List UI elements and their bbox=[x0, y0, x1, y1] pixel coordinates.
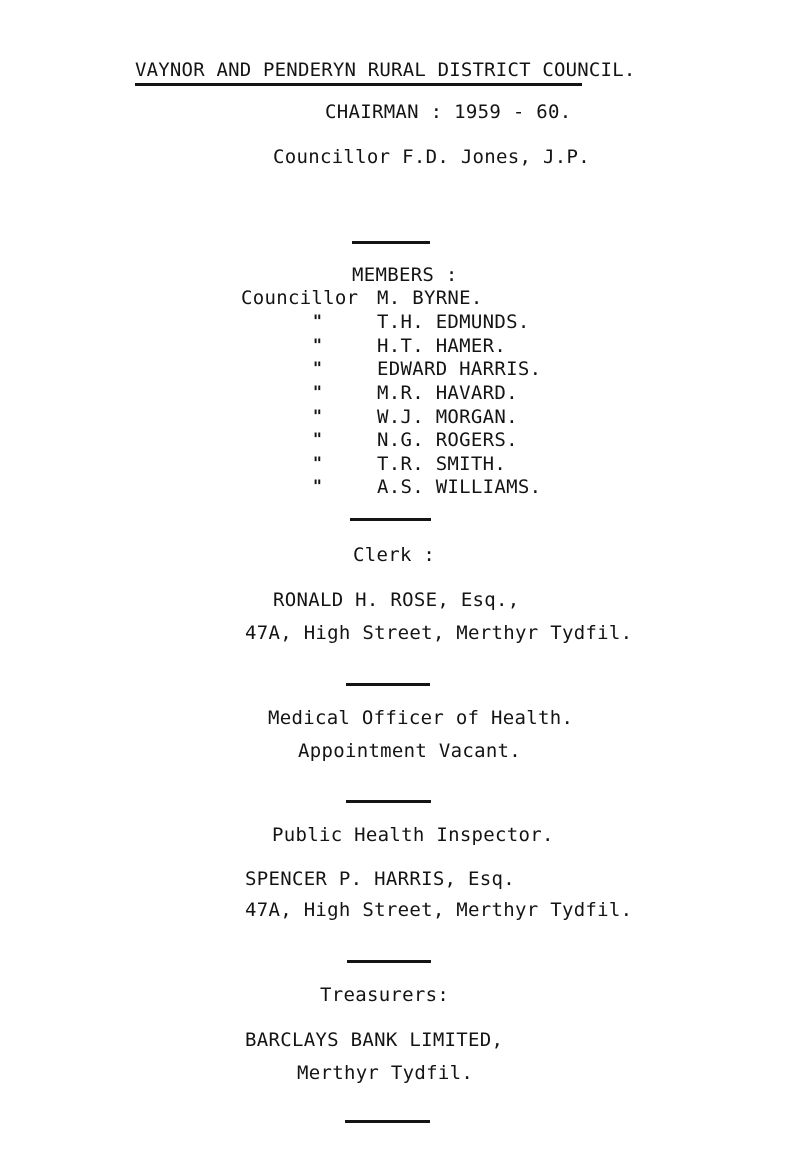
members-heading: MEMBERS : bbox=[352, 264, 458, 286]
member-name: EDWARD HARRIS. bbox=[377, 358, 542, 380]
clerk-heading: Clerk : bbox=[353, 544, 436, 566]
section-divider bbox=[346, 800, 431, 803]
member-name: N.G. ROGERS. bbox=[377, 429, 518, 451]
treasurers-heading: Treasurers: bbox=[320, 984, 450, 1006]
phi-name: SPENCER P. HARRIS, Esq. bbox=[245, 868, 515, 890]
ditto-mark: " bbox=[313, 430, 323, 450]
member-name: W.J. MORGAN. bbox=[377, 406, 518, 428]
section-divider bbox=[346, 683, 430, 686]
chairman-name: Councillor F.D. Jones, J.P. bbox=[273, 146, 590, 168]
clerk-address: 47A, High Street, Merthyr Tydfil. bbox=[245, 622, 633, 644]
council-title: VAYNOR AND PENDERYN RURAL DISTRICT COUNCIL. bbox=[135, 59, 636, 81]
ditto-mark: " bbox=[313, 454, 323, 474]
member-name: A.S. WILLIAMS. bbox=[377, 476, 542, 498]
ditto-mark: " bbox=[313, 359, 323, 379]
ditto-mark: " bbox=[313, 477, 323, 497]
section-divider bbox=[345, 1120, 430, 1123]
councillor-prefix: Councillor bbox=[241, 287, 359, 309]
ditto-mark: " bbox=[313, 383, 323, 403]
member-name: T.H. EDMUNDS. bbox=[377, 311, 530, 333]
member-name: H.T. HAMER. bbox=[377, 335, 507, 357]
member-name: T.R. SMITH. bbox=[377, 453, 507, 475]
treasurers-town: Merthyr Tydfil. bbox=[297, 1062, 474, 1084]
phi-heading: Public Health Inspector. bbox=[272, 824, 554, 846]
clerk-name: RONALD H. ROSE, Esq., bbox=[273, 589, 520, 611]
title-underline bbox=[135, 83, 582, 86]
member-name: M.R. HAVARD. bbox=[377, 382, 518, 404]
chairman-heading: CHAIRMAN : 1959 - 60. bbox=[325, 101, 572, 123]
member-name: M. BYRNE. bbox=[377, 287, 483, 309]
section-divider bbox=[350, 518, 431, 521]
phi-address: 47A, High Street, Merthyr Tydfil. bbox=[245, 899, 633, 921]
treasurers-name: BARCLAYS BANK LIMITED, bbox=[245, 1029, 504, 1051]
section-divider bbox=[352, 241, 430, 244]
ditto-mark: " bbox=[313, 407, 323, 427]
moh-heading: Medical Officer of Health. bbox=[268, 707, 574, 729]
ditto-mark: " bbox=[313, 312, 323, 332]
ditto-mark: " bbox=[313, 336, 323, 356]
section-divider bbox=[347, 960, 431, 963]
moh-value: Appointment Vacant. bbox=[298, 740, 522, 762]
